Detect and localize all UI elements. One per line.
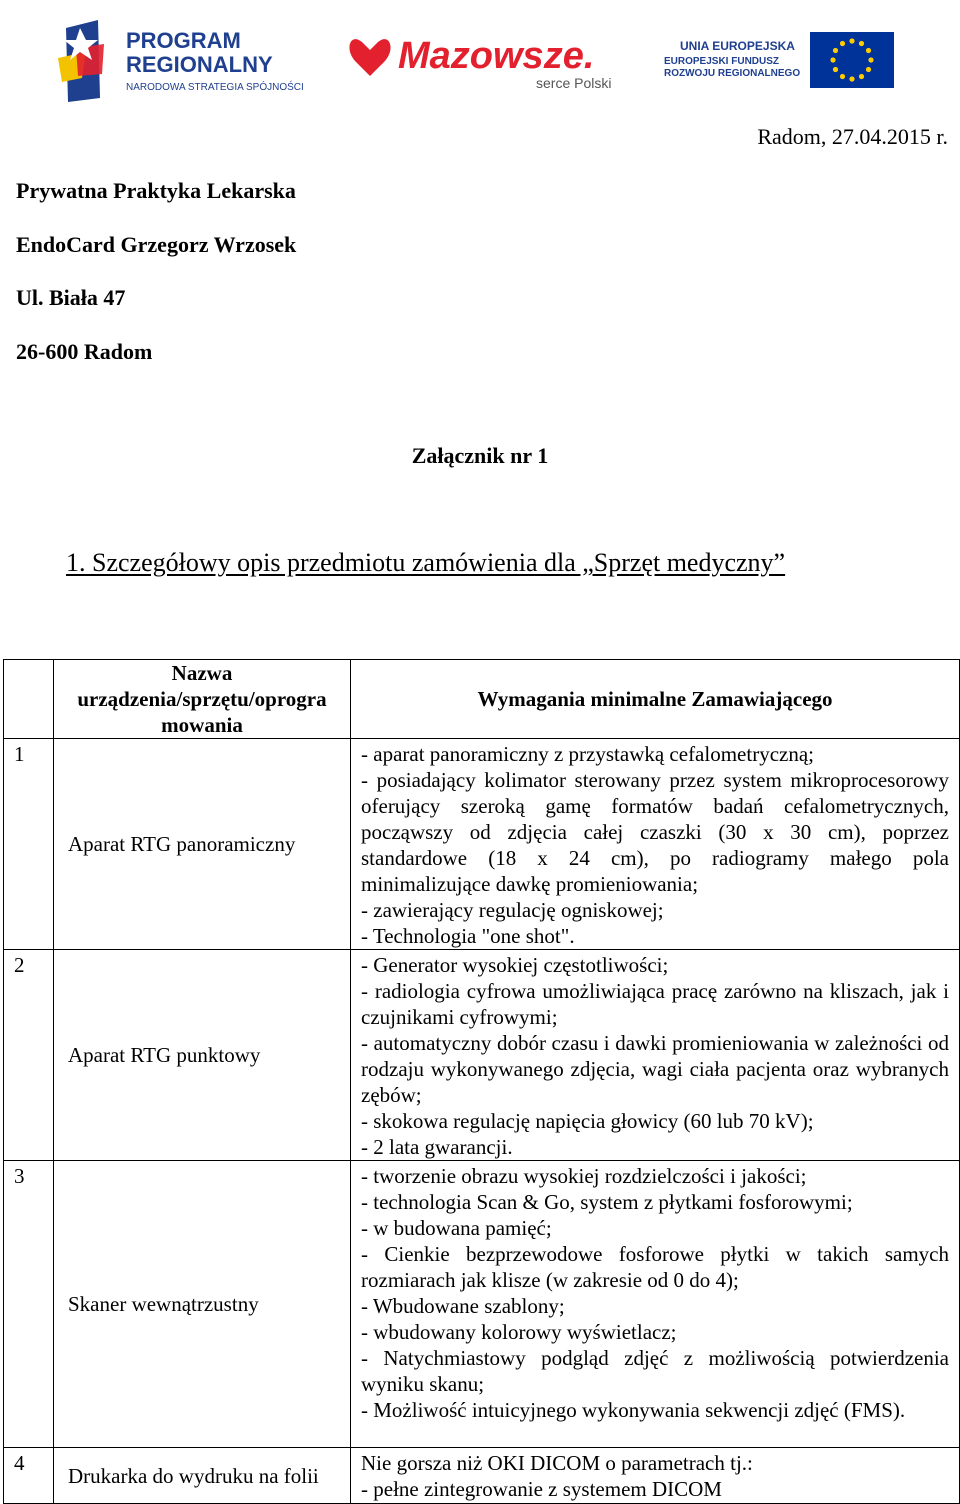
eu-star-icon: [840, 74, 845, 79]
unia-europejska-logo: [664, 30, 896, 90]
requirement-item: - 2 lata gwarancji.: [361, 1135, 513, 1159]
requirement-item: - automatyczny dobór czasu i dawki promieniowania w zależności od rodzaju wykonywanego zdjęcia, wagi ciała pacjenta oraz wybranych zębów;: [361, 1031, 949, 1107]
row-number: 1: [4, 739, 54, 950]
eu-star-icon: [833, 48, 838, 53]
table-row: [4, 1448, 960, 1504]
device-name: Skaner wewnątrzustny: [54, 1161, 351, 1448]
requirement-item: - aparat panoramiczny z przystawką cefalometryczną;: [361, 742, 814, 766]
row-number: 2: [4, 950, 54, 1161]
requirement-item: - Technologia "one shot".: [361, 924, 575, 948]
program-line3: NARODOWA STRATEGIA SPÓJNOŚCI: [126, 82, 304, 93]
requirement-item: - zawierający regulację ogniskowej;: [361, 898, 664, 922]
eu-star-icon: [840, 41, 845, 46]
row-number: 4: [4, 1448, 54, 1504]
eu-star-icon: [830, 57, 835, 62]
specification-table: [3, 659, 960, 1504]
sender-line: Prywatna Praktyka Lekarska: [16, 178, 296, 203]
requirements-cell: [351, 1161, 960, 1448]
requirement-item: - Generator wysokiej częstotliwości;: [361, 953, 669, 977]
ue-line2: EUROPEJSKI FUNDUSZ: [664, 56, 780, 67]
header-number: [4, 660, 54, 739]
program-line1: PROGRAM: [126, 28, 241, 53]
eu-star-icon: [859, 41, 864, 46]
requirement-item: - technologia Scan & Go, system z płytkami fosforowymi;: [361, 1190, 853, 1214]
device-name: Aparat RTG punktowy: [54, 950, 351, 1161]
ue-line3: ROZWOJU REGIONALNEGO: [664, 68, 801, 79]
header-requirements: Wymagania minimalne Zamawiającego: [351, 660, 960, 739]
table-header-row: [4, 660, 960, 739]
requirement-item: - Natychmiastowy podgląd zdjęć z możliwością potwierdzenia wyniku skanu;: [361, 1346, 949, 1396]
requirement-item: Nie gorsza niż OKI DICOM o parametrach tj.:: [361, 1451, 753, 1475]
sender-address: [16, 176, 296, 390]
requirements-cell: [351, 739, 960, 950]
requirement-item: - tworzenie obrazu wysokiej rozdzielczości i jakości;: [361, 1164, 807, 1188]
device-name: Aparat RTG panoramiczny: [54, 739, 351, 950]
requirement-item: - Wbudowane szablony;: [361, 1294, 565, 1318]
requirement-item: - w budowana pamięć;: [361, 1216, 552, 1240]
table-row: [4, 739, 960, 950]
header-name: Nazwa urządzenia/sprzętu/oprogra mowania: [54, 660, 351, 739]
ue-line1: UNIA EUROPEJSKA: [680, 39, 795, 53]
sender-line: Ul. Biała 47: [16, 285, 126, 310]
eu-star-icon: [849, 76, 854, 81]
eu-star-icon: [859, 74, 864, 79]
requirement-item: - pełne zintegrowanie z systemem DICOM: [361, 1477, 722, 1501]
device-name: Drukarka do wydruku na folii: [54, 1448, 351, 1504]
program-regionalny-logo: [58, 18, 338, 104]
requirement-item: - wbudowany kolorowy wyświetlacz;: [361, 1320, 677, 1344]
document-heading: 1. Szczegółowy opis przedmiotu zamówienia dla „Sprzęt medyczny”: [66, 548, 786, 577]
table-row: [4, 1161, 960, 1448]
requirement-item: - Możliwość intuicyjnego wykonywania sekwencji zdjęć (FMS).: [361, 1398, 906, 1422]
requirement-item: - posiadający kolimator sterowany przez system mikroprocesorowy oferujący szeroką gamę formatów badań cefalometrycznych, począwszy od zdjęcia całej czaszki (30 x 30 cm), poprzez standardowe (18 x 24 cm), po radiogramy małego pola minimalizujące dawkę promieniowania;: [361, 768, 949, 896]
attachment-label: Załącznik nr 1: [411, 443, 549, 468]
requirement-item: - skokowa regulację napięcia głowicy (60 lub 70 kV);: [361, 1109, 814, 1133]
sender-line: EndoCard Grzegorz Wrzosek: [16, 231, 297, 257]
requirement-item: - Cienkie bezprzewodowe fosforowe płytki w takich samych rozmiarach jak klisze (w zakresie od 0 do 4);: [361, 1242, 949, 1292]
requirements-cell: [351, 950, 960, 1161]
requirements-cell: [351, 1448, 960, 1504]
table-row: [4, 950, 960, 1161]
mazowsze-tagline: serce Polski: [536, 75, 612, 91]
eu-star-icon: [849, 38, 854, 43]
eu-star-icon: [866, 67, 871, 72]
mazowsze-name: Mazowsze.: [398, 35, 595, 77]
requirement-item: - radiologia cyfrowa umożliwiająca pracę zarówno na kliszach, jak i czujnikami cyfrowymi;: [361, 979, 949, 1029]
eu-star-icon: [868, 57, 873, 62]
sender-line: 26-600 Radom: [16, 338, 153, 364]
document-date: Radom, 27.04.2015 r.: [757, 124, 948, 149]
mazowsze-logo: [348, 26, 628, 96]
eu-star-icon: [833, 67, 838, 72]
program-line2: REGIONALNY: [126, 52, 273, 77]
logo-banner: [0, 0, 960, 112]
row-number: 3: [4, 1161, 54, 1448]
eu-star-icon: [866, 48, 871, 53]
